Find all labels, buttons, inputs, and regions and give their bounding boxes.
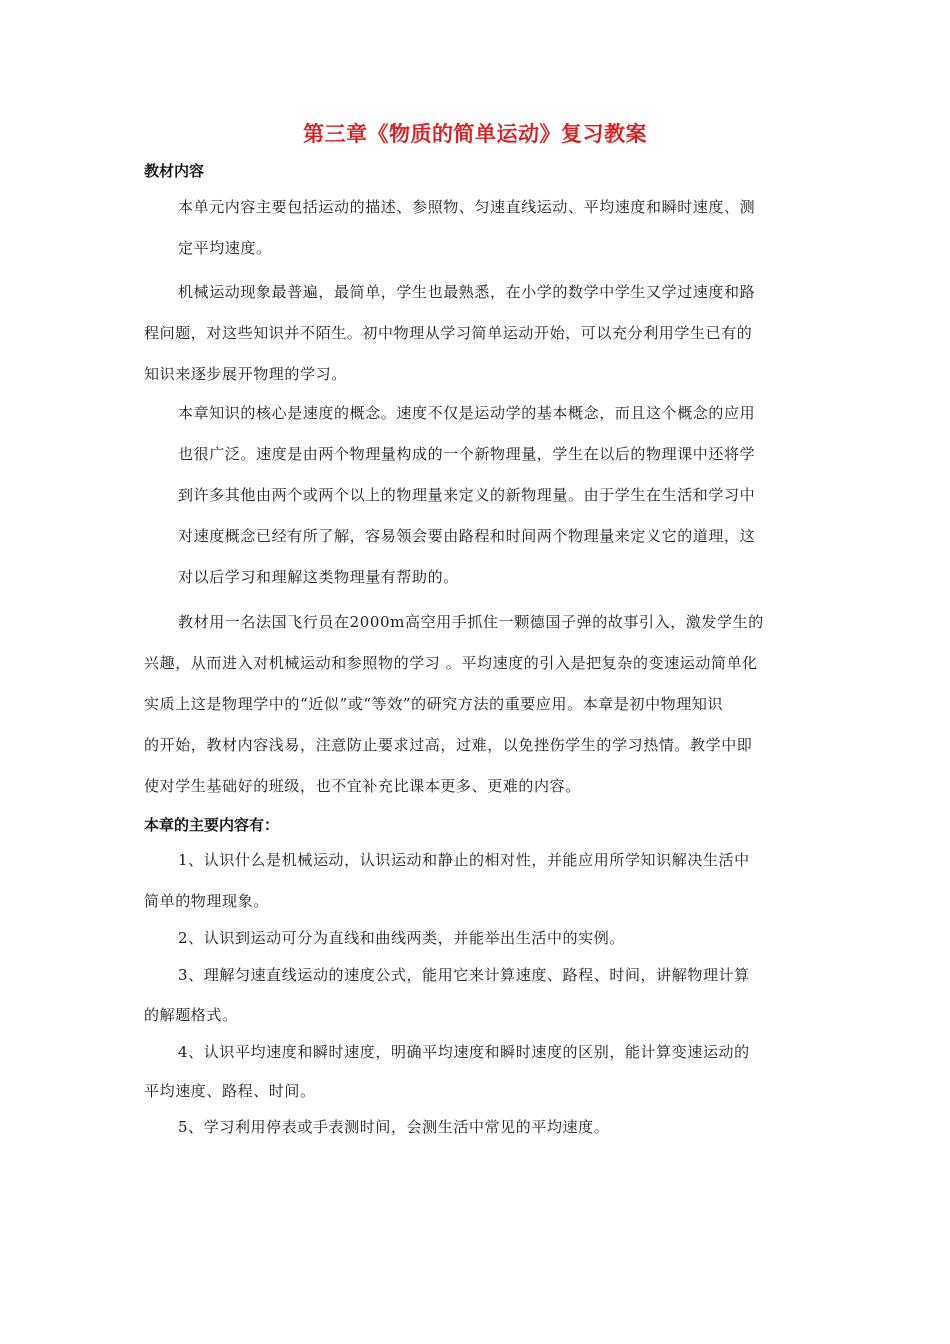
paragraph-line: 程问题，对这些知识并不陌生。初中物理从学习简单运动开始，可以充分利用学生已有的: [144, 324, 753, 342]
paragraph-line: 本单元内容主要包括运动的描述、参照物、匀速直线运动、平均速度和瞬时速度、测: [178, 198, 756, 216]
paragraph-line: 使对学生基础好的班级，也不宜补充比课本更多、更难的内容。: [144, 777, 581, 795]
paragraph-line: 也很广泛。速度是由两个物理量构成的一个新物理量，学生在以后的物理课中还将学: [178, 445, 756, 463]
list-item-line: 4、认识平均速度和瞬时速度，明确平均速度和瞬时速度的区别，能计算变速运动的: [178, 1043, 750, 1061]
section-heading-main-content: 本章的主要内容有：: [144, 816, 280, 834]
list-item-line: 平均速度、路程、时间。: [144, 1082, 316, 1100]
paragraph-line: 兴趣，从而进入对机械运动和参照物的学习 。平均速度的引入是把复杂的变速运动简单化: [144, 654, 758, 672]
paragraph-line: 到许多其他由两个或两个以上的物理量来定义的新物理量。由于学生在生活和学习中: [178, 486, 756, 504]
list-item-line: 2、认识到运动可分为直线和曲线两类，并能举出生活中的实例。: [178, 929, 625, 947]
list-item-line: 简单的物理现象。: [144, 892, 269, 910]
paragraph-line: 本章知识的核心是速度的概念。速度不仅是运动学的基本概念，而且这个概念的应用: [178, 404, 756, 422]
document-title: 第三章《物质的简单运动》复习教案: [303, 122, 647, 146]
paragraph-line: 教材用一名法国飞行员在2000m高空用手抓住一颗德国子弹的故事引入，激发学生的: [178, 613, 764, 631]
paragraph-line: 机械运动现象最普遍，最简单，学生也最熟悉，在小学的数学中学生又学过速度和路: [178, 283, 756, 301]
paragraph-line: 实质上这是物理学中的“近似”或“等效”的研究方法的重要应用。本章是初中物理知识: [144, 695, 724, 713]
paragraph-line: 对速度概念已经有所了解，容易领会要由路程和时间两个物理量来定义它的道理，这: [178, 527, 756, 545]
paragraph-line: 知识来逐步展开物理的学习。: [144, 365, 347, 383]
list-item-line: 1、认识什么是机械运动，认识运动和静止的相对性，并能应用所学知识解决生活中: [178, 851, 750, 869]
paragraph-line: 定平均速度。: [178, 239, 272, 257]
paragraph-line: 的开始，教材内容浅易，注意防止要求过高，过难，以免挫伤学生的学习热情。教学中即: [144, 736, 753, 754]
list-item-line: 3、理解匀速直线运动的速度公式，能用它来计算速度、路程、时间，讲解物理计算: [178, 966, 750, 984]
section-heading-materials: 教材内容: [144, 162, 205, 180]
paragraph-line: 对以后学习和理解这类物理量有帮助的。: [178, 568, 459, 586]
list-item-line: 5、学习利用停表或手表测时间，会测生活中常见的平均速度。: [178, 1118, 610, 1136]
list-item-line: 的解题格式。: [144, 1006, 238, 1024]
